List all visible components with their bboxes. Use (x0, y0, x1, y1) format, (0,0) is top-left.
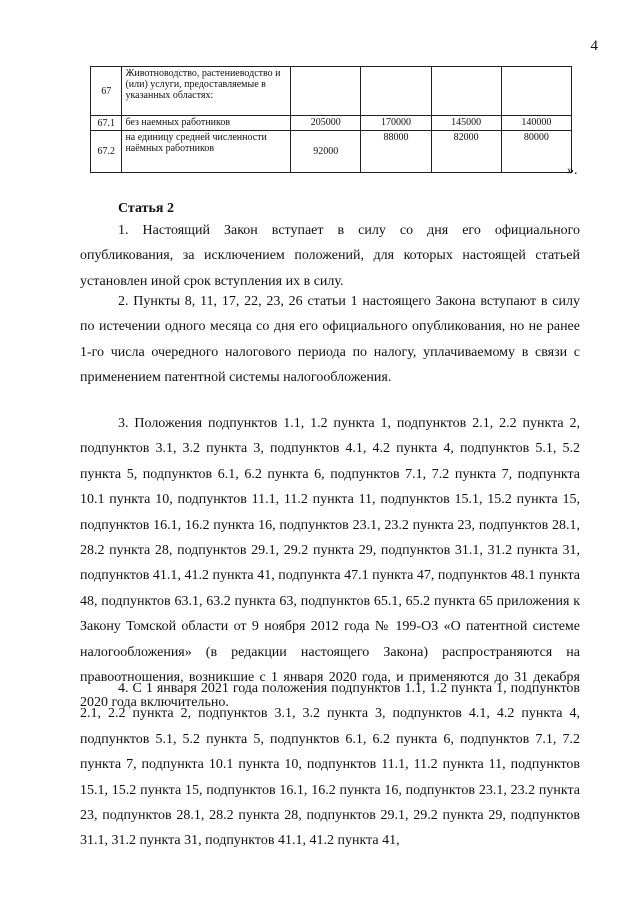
table-cell (361, 67, 431, 116)
page-number: 4 (590, 38, 598, 54)
paragraph-2: 2. Пункты 8, 11, 17, 22, 23, 26 статьи 1 настоящего Закона вступают в силу по истечении одного месяца со дня его официального опубликования, но не ранее 1-го числа очередного налогового периода по налогу, уплачиваемому в связи с применением патентной системы налогообложения. (80, 294, 580, 386)
row-description: на единицу средней численности наёмных работников (122, 131, 291, 173)
table-row (91, 67, 572, 116)
table-cell: 80000 (501, 131, 571, 173)
row-number: 67.2 (91, 131, 122, 173)
paragraph-3: 3. Положения подпунктов 1.1, 1.2 пункта 1, подпунктов 2.1, 2.2 пункта 2, подпунктов 3.1, 3.2 пункта 3, подпунктов 4.1, 4.2 пункта 4, подпунктов 5.1, 5.2 пункта 5, подпунктов 6.1, 6.2 пункта 6, подпунктов 7.1, 7.2 пункта 7, подпункта 10.1 пункта 10, подпунктов 11.1, 11.2 пункта 11, подпунктов 15.1, 15.2 пункта 15, подпунктов 16.1, 16.2 пункта 16, подпунктов 23.1, 23.2 пункта 23, подпунктов 28.1, 28.2 пункта 28, подпунктов 29.1, 29.2 пункта 29, подпунктов 31.1, 31.2 пункта 31, подпунктов 41.1, 41.2 пункта 41, подпункта 47.1 пункта 47, подпунктов 48.1 пункта 48, подпунктов 63.1, 63.2 пункта 63, подпунктов 65.1, 65.2 пункта 65 приложения к Закону Томской области от 9 ноября 2012 года № 199-ОЗ «О патентной системе налогообложения» (в редакции настоящего Закона) распространяются на правоотношения, возникшие с 1 января 2020 года, и применяются до 31 декабря 2020 года включительно. (80, 416, 580, 711)
paragraph-4: 4. С 1 января 2021 года положения подпунктов 1.1, 1.2 пункта 1, подпунктов 2.1, 2.2 пункта 2, подпунктов 3.1, 3.2 пункта 3, подпунктов 4.1, 4.2 пункта 4, подпунктов 5.1, 5.2 пункта 5, подпунктов 6.1, 6.2 пункта 6, подпунктов 7.1, 7.2 пункта 7, подпункта 10.1 пункта 10, подпунктов 11.1, 11.2 пункта 11, подпунктов 15.1, 15.2 пункта 15, подпунктов 16.1, 16.2 пункта 16, подпунктов 23.1, 23.2 пункта 23, подпунктов 28.1, 28.2 пункта 28, подпунктов 29.1, 29.2 пункта 29, подпунктов 31.1, 31.2 пункта 31, подпунктов 41.1, 41.2 пункта 41, (80, 681, 580, 849)
table-cell: 88000 (361, 131, 431, 173)
table-cell: 92000 (291, 131, 361, 173)
closing-quote-mark: ». (567, 163, 578, 178)
row-description: Животноводство, растениеводство и (или) услуги, предоставляемые в указанных областях: (122, 67, 291, 116)
paragraph-1: 1. Настоящий Закон вступает в силу со дня его официального опубликования, за исключением положений, для которых настоящей статьей установлен иной срок вступления их в силу. (80, 223, 580, 289)
table-cell (291, 67, 361, 116)
rates-table (90, 66, 572, 173)
table-cell: 82000 (431, 131, 501, 173)
article-title: Статья 2 (118, 201, 174, 216)
table-cell (431, 67, 501, 116)
table-cell: 145000 (431, 116, 501, 131)
table-cell: 170000 (361, 116, 431, 131)
row-number: 67.1 (91, 116, 122, 131)
row-description: без наемных работников (122, 116, 291, 131)
table-cell: 205000 (291, 116, 361, 131)
table-row (91, 116, 572, 131)
row-number: 67 (91, 67, 122, 116)
table-cell: 140000 (501, 116, 571, 131)
table-cell (501, 67, 571, 116)
table-row (91, 131, 572, 173)
